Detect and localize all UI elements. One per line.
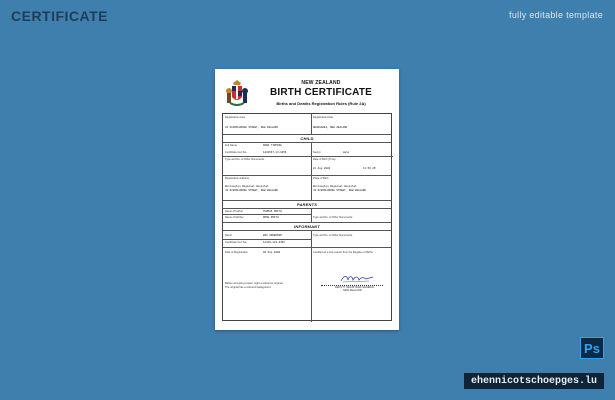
child-reg-address-line1: Wellington Regional Hospital — [225, 185, 269, 188]
child-dob-label: Date of Birth (Time) — [313, 158, 336, 161]
child-birth-place-line2: 43 SCHOOLHOUSE STREET, NEW ZEALAND — [313, 189, 366, 192]
child-dob-time: 11:50 AM — [363, 167, 376, 170]
parents-documents-label: Type and No. of Other Documents — [313, 216, 353, 219]
child-fullname-value: KORA TIPPING — [263, 144, 282, 147]
coat-of-arms-icon — [222, 78, 252, 108]
registration-area-value: 43 SCHOOLHOUSE STREET, NEW ZEALAND — [225, 126, 278, 129]
certified-statement: Certified as a true extract from the Register of Births — [313, 251, 373, 254]
informant-documents-label: Type and No. of Other Documents — [313, 234, 353, 237]
child-reg-address-label: Registration Address — [225, 177, 249, 180]
registrar-signature — [339, 273, 375, 283]
parents-section-title: PARENTS — [296, 202, 318, 207]
child-birth-place-line1: Wellington Regional Hospital — [313, 185, 357, 188]
informant-cert-label: Certificate Cert No. — [225, 241, 248, 244]
registrar-country: NEW ZEALAND — [343, 289, 362, 292]
mother-name-value: ROSE SMITH — [263, 216, 279, 219]
child-reg-address-line2: 43 SCHOOLHOUSE STREET, NEW ZEALAND — [225, 189, 278, 192]
child-dob-date: 21 Aug 2000 — [313, 167, 331, 170]
child-cert-label: Certificate Cert No. — [225, 151, 248, 154]
registration-area-label: Registration area — [225, 116, 245, 119]
child-cert-value: 1234567-14-3456 — [263, 151, 287, 154]
document-country: NEW ZEALAND — [301, 80, 341, 86]
informant-name-value: EMA ANDERSON — [263, 234, 282, 237]
certificate-page — [215, 69, 399, 330]
sighting-note-line1: Before accepting copies, sight a reference original. — [225, 282, 284, 285]
child-birth-place-label: Place of Birth — [313, 177, 329, 180]
template-caption: fully editable template — [509, 10, 603, 20]
child-fullname-label: Full Name — [225, 144, 237, 147]
watermark: ehennicotschoepges.lu — [464, 373, 604, 389]
father-name-value: THOMAS SMITH — [263, 210, 282, 213]
document-subtitle: Births and Deaths Registration Rules (Rule 2A) — [276, 101, 366, 106]
registrar-title: DEPUTY REGISTRAR-GENERAL — [335, 286, 375, 289]
informant-name-label: Name — [225, 234, 232, 237]
registration-date-value-2: 09 Sep 2000 — [263, 251, 281, 254]
mother-name-label: Name of Mother — [225, 216, 244, 219]
child-sex-label: Sex(s) — [313, 151, 321, 154]
registration-date-value: WHANGAREI, NEW ZEALAND — [313, 126, 348, 129]
child-section-title: CHILD — [300, 136, 314, 141]
informant-section-title: INFORMANT — [294, 224, 320, 229]
registration-date-label: Registration Date — [313, 116, 334, 119]
informant-cert-value: 12345-123-3456 — [263, 241, 285, 244]
child-documents-label: Type and No. of Other Documents — [225, 158, 265, 161]
page-heading: CERTIFICATE — [11, 8, 109, 24]
father-name-label: Name of Father — [225, 210, 244, 213]
child-sex-value: male — [343, 151, 350, 154]
photoshop-icon: Ps — [580, 337, 604, 359]
document-title: BIRTH CERTIFICATE — [269, 87, 373, 98]
registration-date-label-2: Date of Registration — [225, 251, 248, 254]
sighting-note-line2: The original has a coloured background. — [225, 286, 272, 289]
certificate-form — [222, 113, 392, 321]
